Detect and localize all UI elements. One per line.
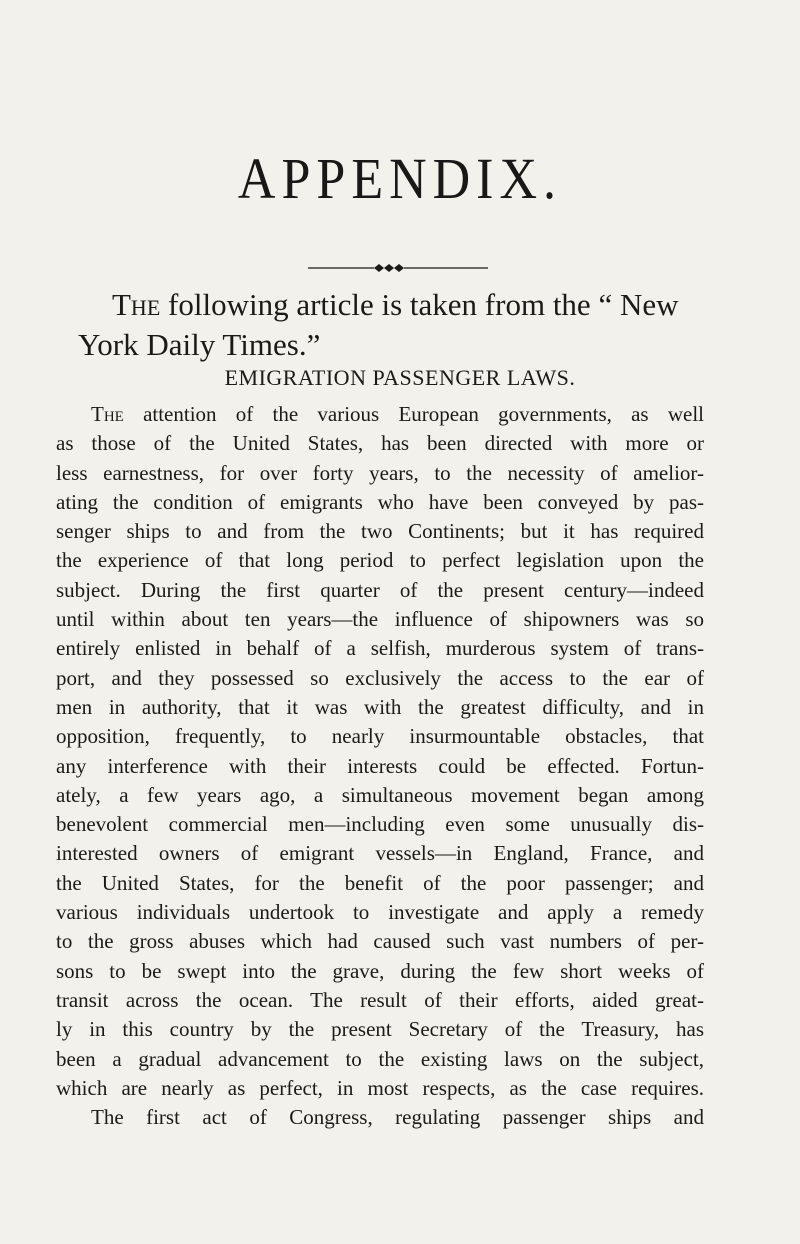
body-line: benevolent commercial men—including even some unusually dis-	[56, 812, 704, 837]
body-line: the experience of that long period to perfect legislation upon the	[56, 548, 704, 573]
intro-paragraph	[78, 285, 724, 365]
body-line: the United States, for the benefit of the poor passenger; and	[56, 870, 704, 895]
body-line: ately, a few years ago, a simultaneous movement began among	[56, 782, 704, 807]
intro-lead-word: The	[112, 287, 161, 322]
body-line: senger ships to and from the two Continents; but it has required	[56, 519, 704, 544]
body-line: which are nearly as perfect, in most respects, as the case requires.	[56, 1075, 704, 1100]
body-line: to the gross abuses which had caused such vast numbers of per-	[56, 929, 704, 954]
body-line: transit across the ocean. The result of their efforts, aided great-	[56, 987, 704, 1012]
body-line: as those of the United States, has been directed with more or	[56, 431, 704, 456]
ornament-rule	[308, 262, 488, 274]
body-line: been a gradual advancement to the existing laws on the subject,	[56, 1046, 704, 1071]
intro-line-2: York Daily Times.”	[78, 327, 321, 362]
body-line: entirely enlisted in behalf of a selfish, murderous system of trans-	[56, 636, 704, 661]
section-heading: EMIGRATION PASSENGER LAWS.	[224, 365, 576, 390]
body-line: any interference with their interests could be effected. Fortun-	[56, 753, 704, 778]
body-line: ly in this country by the present Secretary of the Treasury, has	[56, 1017, 704, 1042]
intro-line-1: following article is taken from the “ New	[168, 287, 679, 322]
body-lead-word: The	[91, 402, 124, 426]
page-title: APPENDIX.	[237, 147, 563, 212]
article-body	[56, 400, 704, 1132]
body-line: The attention of the various European governments, as well	[91, 402, 704, 426]
body-line: men in authority, that it was with the greatest difficulty, and in	[56, 694, 704, 719]
body-line: interested owners of emigrant vessels—in England, France, and	[56, 841, 704, 866]
body-line: opposition, frequently, to nearly insurmountable obstacles, that	[56, 724, 704, 749]
body-line: ating the condition of emigrants who have been conveyed by pas-	[56, 489, 704, 514]
body-line: various individuals undertook to investigate and apply a remedy	[56, 900, 704, 925]
body-line: until within about ten years—the influence of shipowners was so	[56, 607, 704, 632]
body-line: less earnestness, for over forty years, to the necessity of amelior-	[56, 460, 704, 485]
body-line: The first act of Congress, regulating passenger ships and	[91, 1105, 704, 1130]
body-line: sons to be swept into the grave, during the few short weeks of	[56, 958, 704, 983]
body-line: subject. During the first quarter of the present century—indeed	[56, 577, 704, 602]
body-line: port, and they possessed so exclusively the access to the ear of	[56, 665, 704, 690]
